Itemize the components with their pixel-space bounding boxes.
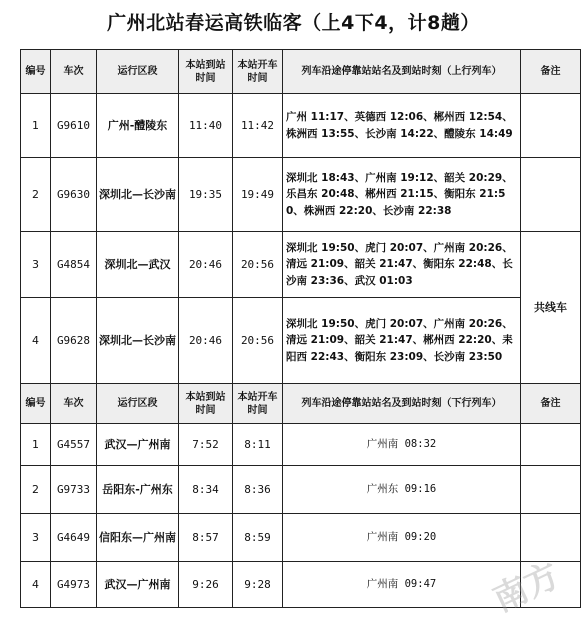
- row-no: 4: [21, 298, 51, 384]
- schedule-table: [20, 49, 581, 608]
- depart-time: 9:28: [233, 562, 283, 608]
- table-row: [21, 424, 581, 466]
- route: 深圳北—长沙南: [97, 298, 179, 384]
- header-no: 编号: [21, 384, 51, 424]
- arrive-time: 9:26: [179, 562, 233, 608]
- note-shared-line: 共线车: [521, 232, 581, 384]
- arrive-time: 8:34: [179, 466, 233, 514]
- header-no: 编号: [21, 50, 51, 94]
- note-cell: [521, 424, 581, 466]
- train-number: G4854: [51, 232, 97, 298]
- watermark-logo: 南方: [487, 555, 566, 621]
- depart-time: 8:59: [233, 514, 283, 562]
- depart-time: 8:11: [233, 424, 283, 466]
- up-header-row: [21, 50, 581, 94]
- stops-list: 深圳北 18:43、广州南 19:12、韶关 20:29、乐昌东 20:48、郴州西 21:15、衡阳东 21:50、株洲西 22:20、长沙南 22:38: [283, 158, 521, 232]
- route: 信阳东—广州南: [97, 514, 179, 562]
- header-depart: 本站开车时间: [233, 384, 283, 424]
- depart-time: 8:36: [233, 466, 283, 514]
- train-number: G4973: [51, 562, 97, 608]
- header-arrive: 本站到站时间: [179, 384, 233, 424]
- stops-list: 广州 11:17、英德西 12:06、郴州西 12:54、株洲西 13:55、长沙南 14:22、醴陵东 14:49: [283, 94, 521, 158]
- note-cell: [521, 158, 581, 232]
- down-header-row: [21, 384, 581, 424]
- table-row: [21, 562, 581, 608]
- train-number: G9628: [51, 298, 97, 384]
- note-cell: [521, 466, 581, 514]
- row-no: 2: [21, 466, 51, 514]
- header-route: 运行区段: [97, 384, 179, 424]
- arrive-time: 8:57: [179, 514, 233, 562]
- depart-time: 11:42: [233, 94, 283, 158]
- table-row: [21, 298, 581, 384]
- table-row: [21, 232, 581, 298]
- page-title: 广州北站春运高铁临客（上4下4，计8趟）: [107, 12, 480, 34]
- train-number: G9733: [51, 466, 97, 514]
- route: 广州-醴陵东: [97, 94, 179, 158]
- row-no: 2: [21, 158, 51, 232]
- arrive-time: 7:52: [179, 424, 233, 466]
- train-number: G9630: [51, 158, 97, 232]
- row-no: 4: [21, 562, 51, 608]
- row-no: 1: [21, 424, 51, 466]
- table-row: [21, 158, 581, 232]
- arrive-time: 19:35: [179, 158, 233, 232]
- table-row: [21, 514, 581, 562]
- route: 深圳北—长沙南: [97, 158, 179, 232]
- header-depart: 本站开车时间: [233, 50, 283, 94]
- train-number: G4557: [51, 424, 97, 466]
- header-route: 运行区段: [97, 50, 179, 94]
- header-note: 备注: [521, 50, 581, 94]
- stops-list: 广州南 09:20: [283, 514, 521, 562]
- table-row: [21, 94, 581, 158]
- header-train: 车次: [51, 384, 97, 424]
- depart-time: 19:49: [233, 158, 283, 232]
- note-cell: [521, 94, 581, 158]
- route: 岳阳东-广州东: [97, 466, 179, 514]
- route: 武汉—广州南: [97, 424, 179, 466]
- stops-list: 广州东 09:16: [283, 466, 521, 514]
- arrive-time: 11:40: [179, 94, 233, 158]
- header-stops: 列车沿途停靠站站名及到站时刻（上行列车）: [283, 50, 521, 94]
- arrive-time: 20:46: [179, 298, 233, 384]
- note-cell: [521, 514, 581, 562]
- row-no: 3: [21, 514, 51, 562]
- header-train: 车次: [51, 50, 97, 94]
- header-arrive: 本站到站时间: [179, 50, 233, 94]
- stops-list: 广州南 08:32: [283, 424, 521, 466]
- header-note: 备注: [521, 384, 581, 424]
- train-number: G4649: [51, 514, 97, 562]
- note-cell: [521, 562, 581, 608]
- stops-list: 深圳北 19:50、虎门 20:07、广州南 20:26、清远 21:09、韶关 21:47、衡阳东 22:48、长沙南 23:36、武汉 01:03: [283, 232, 521, 298]
- arrive-time: 20:46: [179, 232, 233, 298]
- row-no: 3: [21, 232, 51, 298]
- table-row: [21, 466, 581, 514]
- route: 武汉—广州南: [97, 562, 179, 608]
- header-stops: 列车沿途停靠站站名及到站时刻（下行列车）: [283, 384, 521, 424]
- train-number: G9610: [51, 94, 97, 158]
- stops-list: 广州南 09:47: [283, 562, 521, 608]
- route: 深圳北—武汉: [97, 232, 179, 298]
- stops-list: 深圳北 19:50、虎门 20:07、广州南 20:26、清远 21:09、韶关 21:47、郴州西 22:20、耒阳西 22:43、衡阳东 23:09、长沙南 23:50: [283, 298, 521, 384]
- depart-time: 20:56: [233, 298, 283, 384]
- depart-time: 20:56: [233, 232, 283, 298]
- row-no: 1: [21, 94, 51, 158]
